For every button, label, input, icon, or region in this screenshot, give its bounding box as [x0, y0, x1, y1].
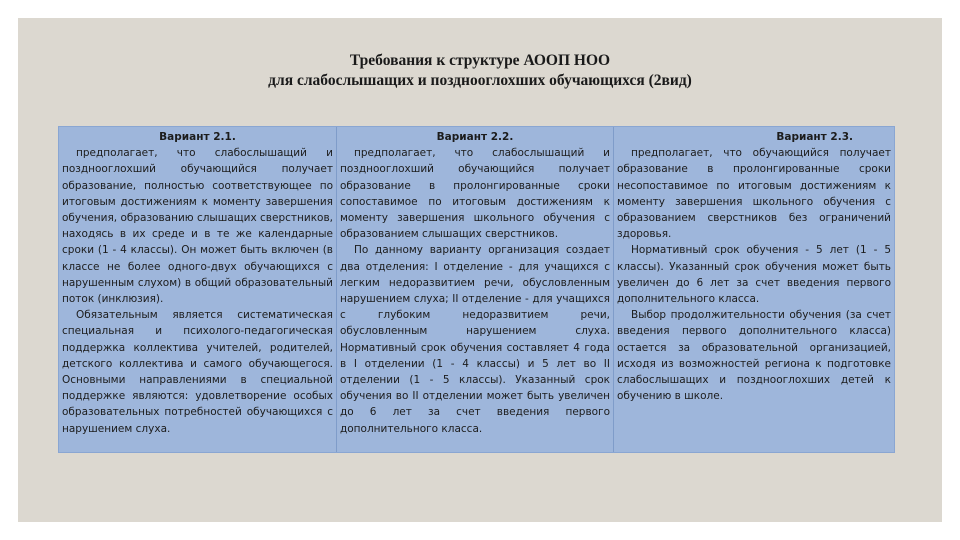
variant-2-2-paragraph-1: предполагает, что слабослышащий и позднооглохший обучающийся получает образование в пролонгированные сроки сопоставимое по итоговым достижениям к моменту завершения школьного обучения с образованием слышащих сверстников. [340, 147, 610, 241]
variant-2-3-heading: Вариант 2.3. [776, 131, 853, 143]
variant-2-2-paragraph-2: По данному варианту организация создает два отделения: I отделение - для учащихся с легким недоразвитием речи, обусловленным нарушением слуха; II отделение - для учащихся с глубоким недоразвитием речи, обусловленным нарушением слуха. Нормативный срок обучения составляет 4 года в I отделении (1 - 4 классы) и 5 лет во II отделении (1 - 5 классы). Указанный срок обучения во II отделении может быть увеличен до 6 лет за счет введения первого дополнительного класса. [340, 244, 610, 435]
variant-2-3-paragraph-3: Выбор продолжительности обучения (за счет введения первого дополнительного класса) остается за образовательной организацией, исходя из возможностей региона к подготовке слабослышащих и позднооглохших детей к обучению в школе. [617, 309, 891, 403]
variant-2-1-column [59, 127, 336, 452]
page-title [18, 51, 942, 91]
variant-2-1-paragraph-2: Обязательным является систематическая специальная и психолого-педагогическая поддержка коллектива учителей, родителей, детского коллектива и самого обучающегося. Основными направлениями в специальной поддержке являются: удовлетворение особых образовательных потребностей обучающихся с нарушением слуха. [62, 309, 333, 435]
variant-2-1-paragraph-1: предполагает, что слабослышащий и позднооглохший обучающийся получает образование, полностью соответствующее по итоговым достижениям к моменту завершения обучения, образованию слышащих сверстников, находясь в их среде и в те же календарные сроки (1 - 4 классы). Он может быть включен (в классе не более одного-двух обучающихся с нарушенным слухом) в общий образовательный поток (инклюзия). [62, 147, 333, 306]
title-line-1: Требования к структуре АООП НОО [349, 52, 611, 69]
title-line-2: для слабослышащих и позднооглохших обучающихся (2вид) [268, 72, 692, 89]
variant-2-3-paragraph-1: предполагает, что обучающийся получает образование в пролонгированные сроки несопоставимое по итоговым достижениям к моменту завершения школьного обучения с образованием сверстников без ограничений здоровья. [617, 147, 891, 241]
variant-2-2-heading: Вариант 2.2. [436, 131, 514, 143]
variant-2-3-column [613, 127, 894, 452]
variant-2-1-heading: Вариант 2.1. [159, 131, 236, 143]
variant-2-3-paragraph-2: Нормативный срок обучения - 5 лет (1 - 5 классы). Указанный срок обучения может быть увеличен до 6 лет за счет введения первого дополнительного класса. [617, 244, 891, 306]
variants-table [58, 126, 895, 453]
variant-2-2-column [336, 127, 613, 452]
slide [18, 18, 942, 522]
